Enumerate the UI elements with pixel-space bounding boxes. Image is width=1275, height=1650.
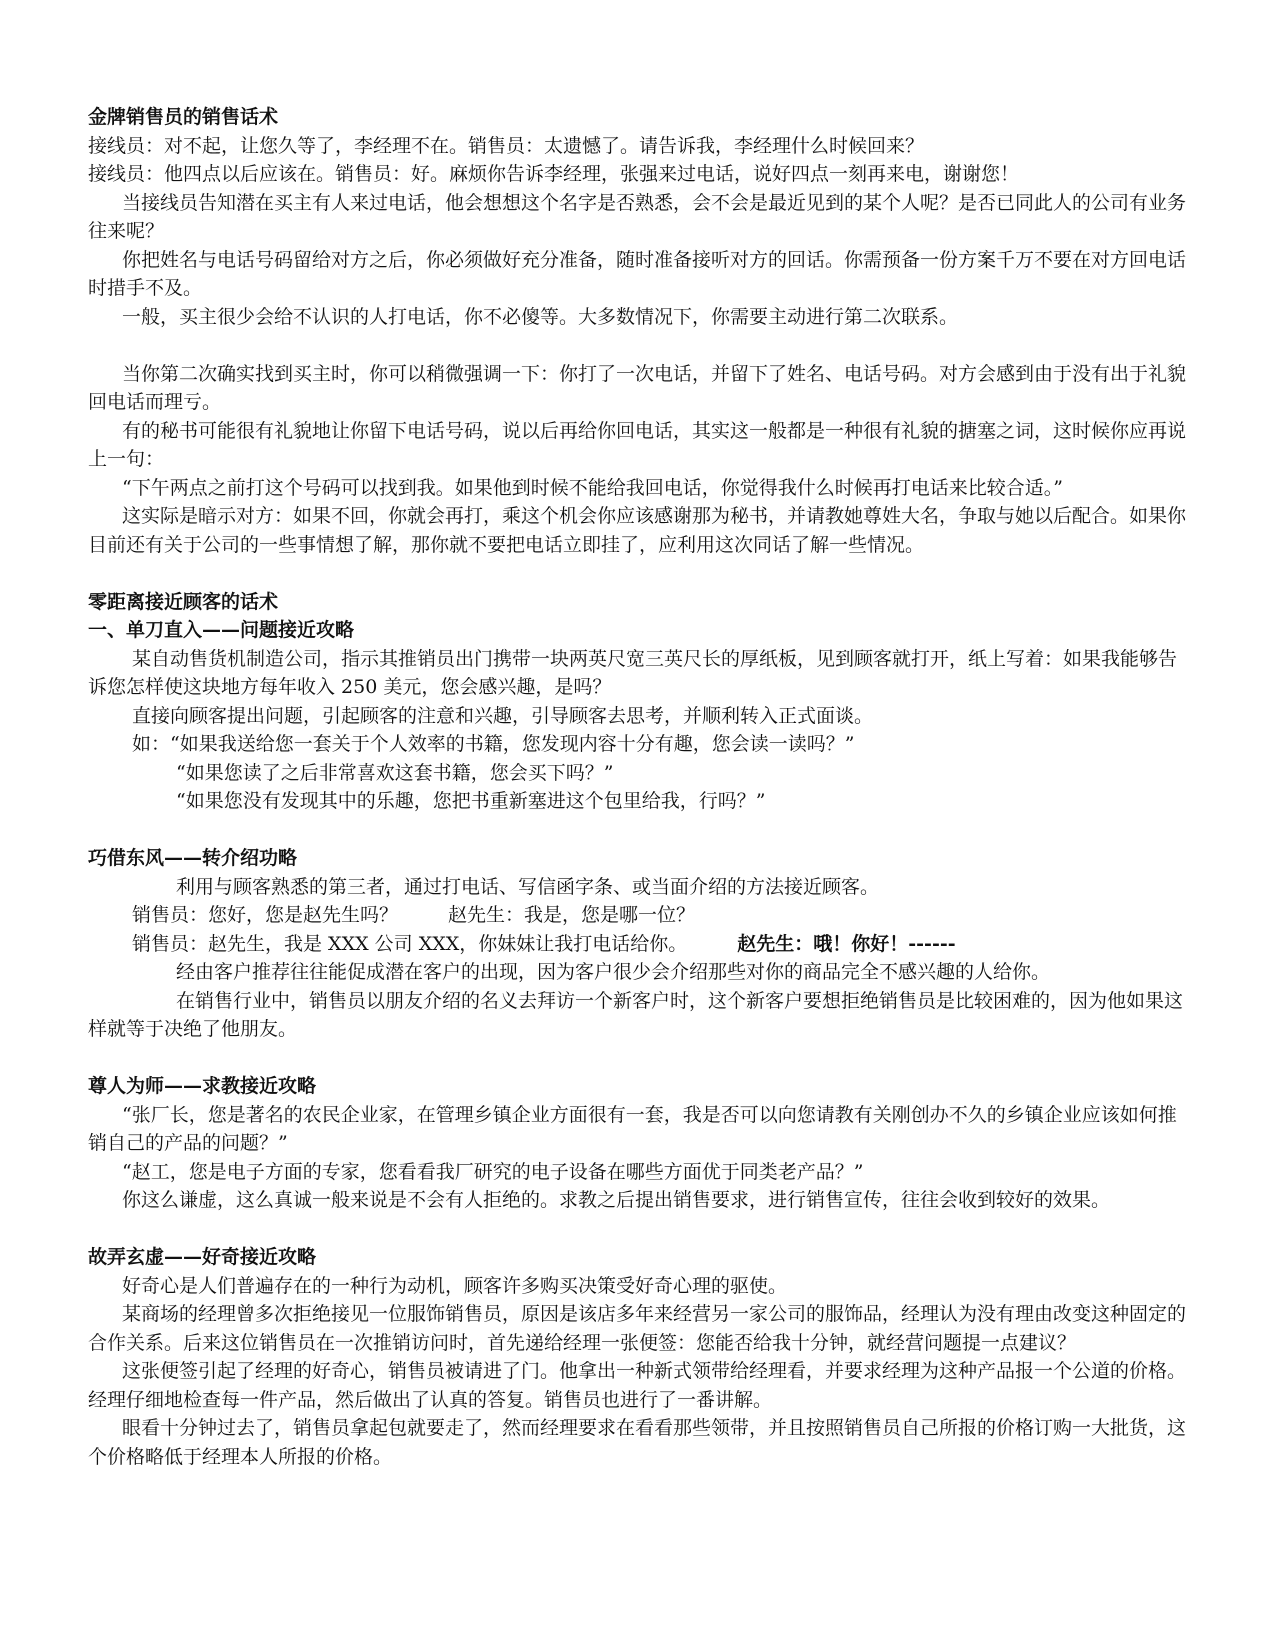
dialogue-mr-zhao: 赵先生：哦！你好！------ <box>737 932 956 955</box>
section-title-gold-sales-script: 金牌销售员的销售话术 <box>88 106 279 128</box>
section-title-prefix: 尊人为师 <box>88 1075 165 1097</box>
paragraph: 眼看十分钟过去了，销售员拿起包就要走了，然而经理要求在看看那些领带，并且按照销售员自己所报的价格订购一大批货，这个价格略低于经理本人所报的价格。 <box>88 1417 1187 1468</box>
spacer <box>88 1215 1188 1244</box>
quote-paragraph: “下午两点之前打这个号码可以找到我。如果他到时候不能给我回电话，你觉得我什么时候再打电话来比较合适。” <box>122 476 1063 499</box>
section-title-prefix: 巧借东风 <box>88 847 165 869</box>
section-title-referral <box>88 844 1188 873</box>
paragraph: 这张便签引起了经理的好奇心，销售员被请进了门。他拿出一种新式领带给经理看，并要求经理为这种产品报一个公道的价格。经理仔细地检查每一件产品，然后做出了认真的答复。销售员也进行了一番讲解。 <box>88 1360 1187 1411</box>
document-page <box>88 103 1188 1471</box>
section-title-zero-distance: 零距离接近顾客的话术 <box>88 590 279 613</box>
paragraph: 有的秘书可能很有礼貌地让你留下电话号码，说以后再给你回电话，其实这一般都是一种很有礼貌的搪塞之词，这时候你应再说上一句： <box>88 419 1187 470</box>
subsection-title-direct-approach <box>88 616 1188 645</box>
paragraph: 利用与顾客熟悉的第三者，通过打电话、写信函字条、或当面介绍的方法接近顾客。 <box>176 875 880 898</box>
quote-line: “如果您读了之后非常喜欢这套书籍，您会买下吗？” <box>176 761 614 784</box>
dialogue-line: 接线员：他四点以后应该在。销售员：好。麻烦你告诉李经理，张强来过电话，说好四点一刻再来电，谢谢您！ <box>88 163 1020 185</box>
quote-paragraph: “赵工，您是电子方面的专家，您看看我厂研究的电子设备在哪些方面优于同类老产品？” <box>122 1160 864 1183</box>
spacer <box>88 559 1188 588</box>
dialogue-mr-zhao: 赵先生：我是，您是哪一位？ <box>448 904 696 926</box>
paragraph: 你这么谦虚，这么真诚一般来说是不会有人拒绝的。求教之后提出销售要求，进行销售宣传，往往会收到较好的效果。 <box>122 1189 1111 1211</box>
spacer <box>88 331 1188 360</box>
dialogue-line: 接线员：对不起，让您久等了，李经理不在。销售员：太遗憾了。请告诉我，李经理什么时候回来？ <box>88 134 925 157</box>
dialogue-salesperson: 销售员：赵先生，我是 XXX 公司 XXX，你妹妹让我打电话给你。 <box>132 932 688 955</box>
section-title-suffix: 求教接近攻略 <box>202 1075 317 1097</box>
title-dash: —— <box>164 847 203 869</box>
paragraph: 一般，买主很少会给不认识的人打电话，你不必傻等。大多数情况下，你需要主动进行第二次联系。 <box>122 305 959 328</box>
section-title-suffix: 转介绍功略 <box>202 847 298 869</box>
section-title-curiosity <box>88 1243 1188 1272</box>
paragraph: 某自动售货机制造公司，指示其推销员出门携带一块两英尺宽三英尺长的厚纸板，见到顾客就打开，纸上写着：如果我能够告诉您怎样使这块地方每年收入 250 美元，您会感兴趣，是吗？ <box>88 647 1178 698</box>
subsection-title-prefix: 一、单刀直入 <box>88 619 203 641</box>
quote-line: “如果您没有发现其中的乐趣，您把书重新塞进这个包里给我，行吗？” <box>176 790 766 812</box>
dialogue-salesperson: 销售员：您好，您是赵先生吗？ <box>132 904 399 926</box>
paragraph: 在销售行业中，销售员以朋友介绍的名义去拜访一个新客户时，这个新客户要想拒绝销售员是比较困难的，因为他如果这样就等于决绝了他朋友。 <box>88 989 1184 1040</box>
title-dash: —— <box>164 1075 203 1097</box>
paragraph: 这实际是暗示对方：如果不回，你就会再打，乘这个机会你应该感谢那为秘书，并请教她尊姓大名，争取与她以后配合。如果你目前还有关于公司的一些事情想了解，那你就不要把电话立即挂了，应利用这次同话了解一些情况。 <box>88 505 1187 556</box>
quote-paragraph: “张厂长，您是著名的农民企业家，在管理乡镇企业方面很有一套，我是否可以向您请教有关刚创办不久的乡镇企业应该如何推销自己的产品的问题？” <box>88 1103 1177 1154</box>
dialogue-line <box>88 930 1188 959</box>
paragraph: 经由客户推荐往往能促成潜在客户的出现，因为客户很少会介绍那些对你的商品完全不感兴趣的人给你。 <box>176 961 1051 983</box>
paragraph: 直接向顾客提出问题，引起顾客的注意和兴趣，引导顾客去思考，并顺利转入正式面谈。 <box>132 704 874 727</box>
paragraph: 当你第二次确实找到买主时，你可以稍微强调一下：你打了一次电话，并留下了姓名、电话号码。对方会感到由于没有出于礼貌回电话而理亏。 <box>88 362 1187 413</box>
spacer <box>88 816 1188 845</box>
title-dash: —— <box>164 1246 203 1268</box>
paragraph: 你把姓名与电话号码留给对方之后，你必须做好充分准备，随时准备接听对方的回话。你需预备一份方案千万不要在对方回电话时措手不及。 <box>88 248 1187 299</box>
paragraph: 好奇心是人们普遍存在的一种行为动机，顾客许多购买决策受好奇心理的驱使。 <box>122 1274 788 1297</box>
quote-line: 如：“如果我送给您一套关于个人效率的书籍，您发现内容十分有趣，您会读一读吗？” <box>132 733 855 755</box>
paragraph: 当接线员告知潜在买主有人来过电话，他会想想这个名字是否熟悉，会不会是最近见到的某个人呢？是否已同此人的公司有业务往来呢？ <box>88 191 1187 242</box>
title-dash: —— <box>202 619 241 641</box>
section-title-prefix: 故弄玄虚 <box>88 1246 165 1268</box>
section-title-ask-advice <box>88 1072 1188 1101</box>
subsection-title-suffix: 问题接近攻略 <box>240 619 355 641</box>
section-title-suffix: 好奇接近攻略 <box>202 1246 317 1268</box>
dialogue-line <box>88 901 1188 930</box>
paragraph: 某商场的经理曾多次拒绝接见一位服饰销售员，原因是该店多年来经营另一家公司的服饰品，经理认为没有理由改变这种固定的合作关系。后来这位销售员在一次推销访问时，首先递给经理一张便签：您能否给我十分钟，就经营问题提一点建议？ <box>88 1303 1187 1354</box>
spacer <box>88 1044 1188 1073</box>
